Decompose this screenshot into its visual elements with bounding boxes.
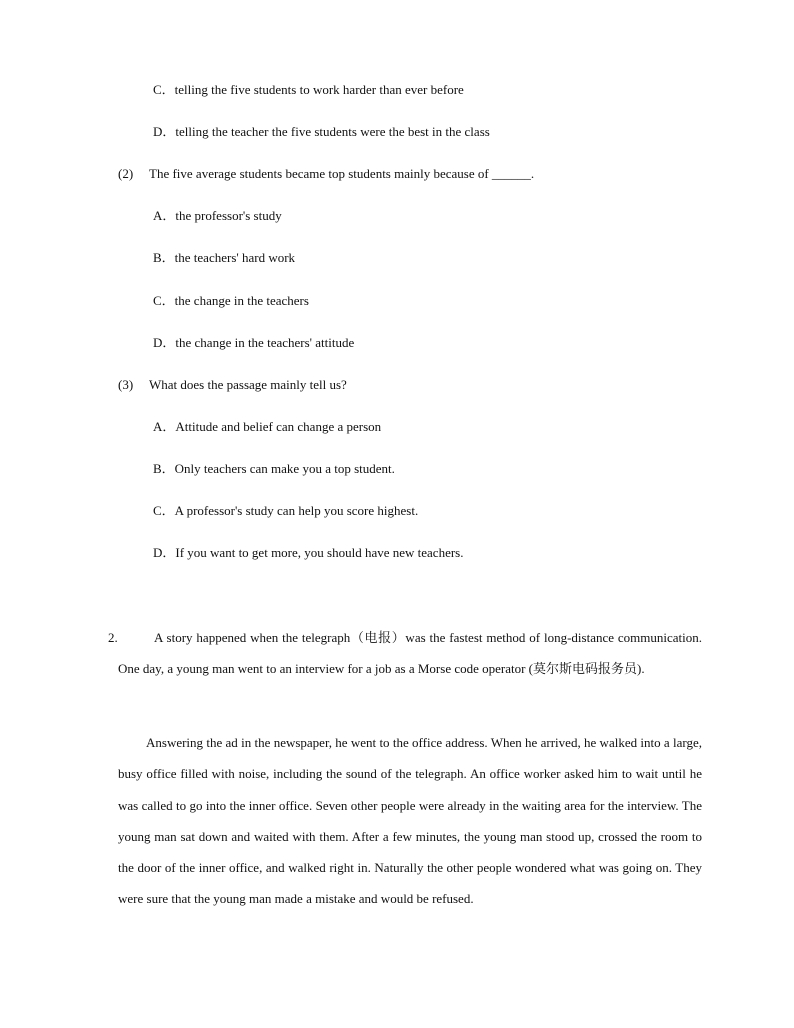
option-text: the teachers' hard work <box>174 250 296 265</box>
q1-option-c <box>153 81 464 99</box>
q3-option-a <box>153 418 381 436</box>
q3-option-d <box>153 544 463 562</box>
option-text: Attitude and belief can change a person <box>175 419 382 434</box>
option-text: the professor's study <box>175 208 282 223</box>
option-letter: A． <box>153 208 176 223</box>
option-letter: D． <box>153 545 176 560</box>
q3-option-c <box>153 502 418 520</box>
option-letter: B． <box>153 250 175 265</box>
q3-stem: What does the passage mainly tell us? <box>149 377 347 392</box>
q2-option-b <box>153 249 295 267</box>
q3-option-b <box>153 460 395 478</box>
q2-option-c <box>153 292 309 310</box>
q1-option-d <box>153 123 490 141</box>
option-letter: D． <box>153 124 176 139</box>
option-letter: B． <box>153 461 175 476</box>
option-letter: C． <box>153 82 175 97</box>
passage-number: 2. <box>108 630 118 645</box>
q2-option-d <box>153 334 354 352</box>
q2-stem: The five average students became top students mainly because of ______. <box>149 166 535 181</box>
option-text: telling the teacher the five students were the best in the class <box>175 124 490 139</box>
passage-intro: A story happened when the telegraph（电报）was the fastest method of long-distance communication. One day, a young man went to an interview for a job as a Morse code operator (莫尔斯电码报务员). <box>118 630 702 677</box>
option-text: Only teachers can make you a top student. <box>174 461 395 476</box>
option-letter: A． <box>153 419 176 434</box>
option-letter: D． <box>153 335 176 350</box>
passage-body: Answering the ad in the newspaper, he went to the office address. When he arrived, he walked into a large, busy office filled with noise, including the sound of the telegraph. An office worker asked him to wait until he was called to go into the inner office. Seven other people were already in the waiting area for the interview. The young man sat down and waited with them. After a few minutes, the young man stood up, crossed the room to the door of the inner office, and walked right in. Naturally the other people wondered what was going on. They were sure that the young man made a mistake and would be refused. <box>118 735 702 907</box>
option-text: the change in the teachers <box>174 293 309 308</box>
option-text: A professor's study can help you score highest. <box>174 503 419 518</box>
option-text: the change in the teachers' attitude <box>175 335 355 350</box>
option-letter: C． <box>153 503 175 518</box>
q2-option-a <box>153 207 282 225</box>
q2-number: (2) <box>118 166 134 181</box>
q3-number: (3) <box>118 377 134 392</box>
option-text: telling the five students to work harder than ever before <box>174 82 464 97</box>
option-letter: C． <box>153 293 175 308</box>
option-text: If you want to get more, you should have new teachers. <box>175 545 464 560</box>
